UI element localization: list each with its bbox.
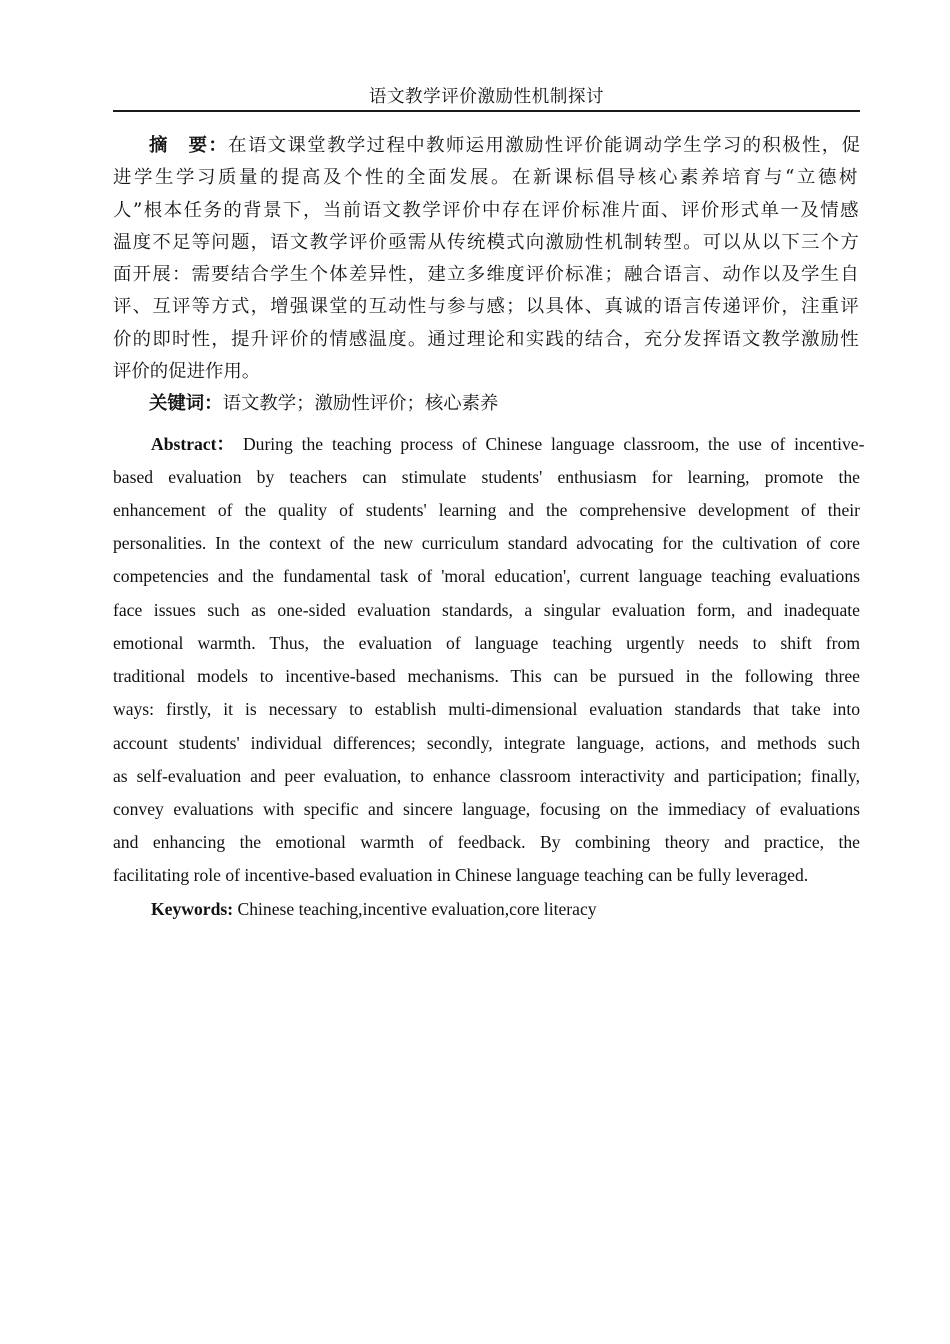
header-title: 语文教学评价激励性机制探讨	[368, 87, 605, 107]
english-abstract-line-text: competencies and the fundamental task of 'moral education', current language teaching evaluations	[113, 566, 860, 587]
english-abstract-line	[113, 727, 860, 760]
english-abstract-line-text: personalities. In the context of the new curriculum standard advocating for the cultivation of core	[113, 533, 860, 554]
chinese-abstract-line-text: 进学生学习质量的提高及个性的全面发展。在新课标倡导核心素养培育与“立德树	[113, 167, 860, 189]
english-abstract-line-text: ways: firstly, it is necessary to establish multi-dimensional evaluation standards that take into	[113, 699, 860, 720]
english-keywords-label: Keywords:	[151, 898, 234, 919]
chinese-abstract-paragraph	[113, 130, 860, 388]
chinese-keywords-line	[113, 388, 860, 420]
english-keywords-line	[113, 893, 860, 926]
english-abstract-line	[113, 826, 860, 859]
english-abstract-line	[113, 461, 860, 494]
english-abstract-line-text: convey evaluations with specific and sincere language, focusing on the immediacy of evaluations	[113, 798, 860, 819]
chinese-abstract-label: 摘 要：	[149, 135, 229, 156]
english-abstract-block	[113, 428, 865, 926]
english-abstract-line-text: account students' individual differences; secondly, integrate language, actions, and methods such	[113, 732, 860, 753]
english-abstract-line	[113, 494, 860, 527]
english-abstract-line	[113, 760, 860, 793]
chinese-abstract-line	[113, 195, 860, 227]
chinese-abstract-line-text: 评、互评等方式，增强课堂的互动性与参与感；以具体、真诚的语言传递评价，注重评	[113, 296, 860, 318]
english-abstract-line-text: and enhancing the emotional warmth of feedback. By combining theory and practice, the	[113, 832, 860, 853]
chinese-abstract-line	[113, 259, 860, 291]
english-abstract-line	[113, 660, 860, 693]
chinese-abstract-line-text: 面开展：需要结合学生个体差异性，建立多维度评价标准；融合语言、动作以及学生自	[113, 264, 860, 286]
english-keywords-value: Chinese teaching,incentive evaluation,core literacy	[237, 898, 597, 919]
header-rule	[113, 110, 860, 112]
english-abstract-line	[113, 859, 860, 892]
document-body	[113, 130, 865, 926]
english-abstract-label: Abstract：	[151, 433, 235, 454]
chinese-abstract-line	[113, 227, 860, 259]
english-abstract-line	[113, 527, 860, 560]
chinese-abstract-line-text: 人”根本任务的背景下，当前语文教学评价中存在评价标准片面、评价形式单一及情感	[113, 199, 860, 221]
chinese-abstract-line	[113, 130, 860, 162]
chinese-abstract-line	[113, 162, 860, 194]
english-abstract-line	[113, 594, 860, 627]
english-abstract-line-text: based evaluation by teachers can stimulate students' enthusiasm for learning, promote the	[113, 466, 860, 487]
english-abstract-line	[113, 560, 860, 593]
chinese-abstract-line	[113, 324, 860, 356]
english-abstract-line-text: traditional models to incentive-based mechanisms. This can be pursued in the following three	[113, 666, 860, 687]
english-abstract-line	[113, 693, 860, 726]
english-abstract-line-text: as self-evaluation and peer evaluation, to enhance classroom interactivity and participation; finally,	[113, 765, 860, 786]
chinese-abstract-line	[113, 291, 860, 323]
english-abstract-paragraph	[113, 428, 865, 893]
english-abstract-line-text: enhancement of the quality of students' learning and the comprehensive development of their	[113, 500, 860, 521]
english-abstract-line	[113, 428, 865, 461]
chinese-abstract-line-text: 在语文课堂教学过程中教师运用激励性评价能调动学生学习的积极性，促	[228, 135, 862, 156]
chinese-keywords-value: 语文教学；激励性评价；核心素养	[222, 393, 499, 415]
english-abstract-line-text: facilitating role of incentive-based evaluation in Chinese language teaching can be fully leveraged.	[113, 865, 809, 886]
english-abstract-line-text: During the teaching process of Chinese language classroom, the use of incentive-	[242, 433, 865, 454]
chinese-abstract-line-text: 价的即时性，提升评价的情感温度。通过理论和实践的结合，充分发挥语文教学激励性	[113, 328, 860, 350]
chinese-abstract-line-text: 温度不足等问题，语文教学评价亟需从传统模式向激励性机制转型。可以从以下三个方	[113, 231, 860, 253]
chinese-abstract-line	[113, 356, 860, 388]
english-abstract-line	[113, 793, 860, 826]
chinese-keywords-label: 关键词：	[149, 393, 223, 415]
english-abstract-line-text: emotional warmth. Thus, the evaluation of language teaching urgently needs to shift from	[113, 632, 860, 653]
page-header	[113, 86, 860, 112]
chinese-abstract-line-text: 评价的促进作用。	[113, 361, 261, 383]
english-abstract-line	[113, 627, 860, 660]
english-abstract-line-text: face issues such as one-sided evaluation standards, a singular evaluation form, and inadequate	[113, 599, 860, 620]
